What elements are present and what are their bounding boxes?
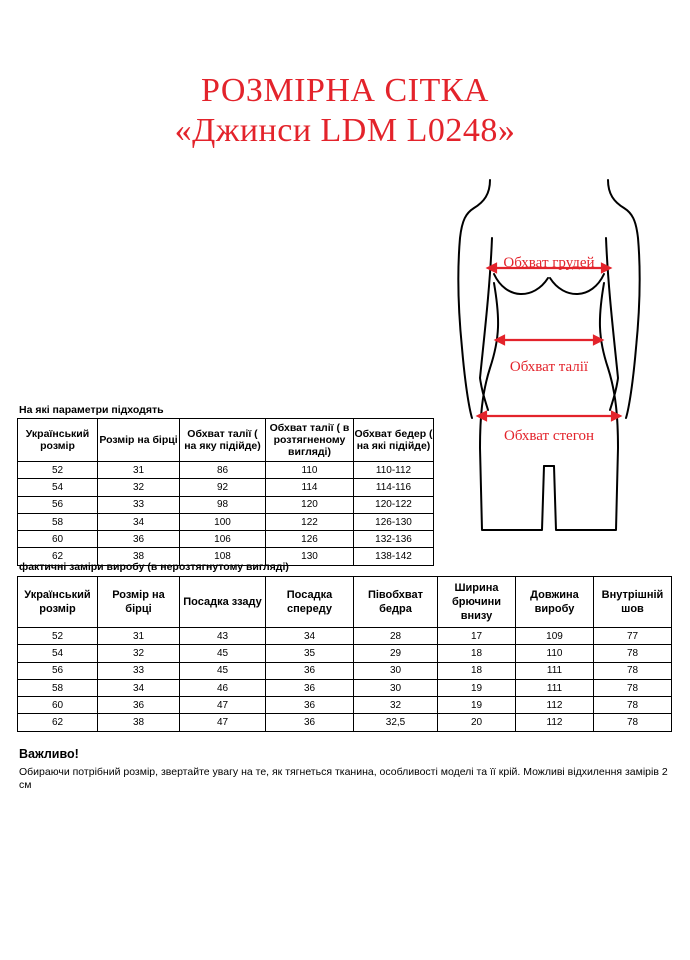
table-cell: 34 [98, 513, 180, 530]
table-cell: 34 [266, 628, 354, 645]
table-cell: 112 [516, 697, 594, 714]
table-cell: 100 [180, 513, 266, 530]
table-cell: 35 [266, 645, 354, 662]
table-cell: 78 [594, 662, 672, 679]
important-note: Обираючи потрібний розмір, звертайте увагу на те, як тягнеться тканина, особливості моделі та її крій. Можливі відхилення замірів 2 см [19, 766, 668, 791]
table-cell: 60 [18, 697, 98, 714]
table-cell: 32 [354, 697, 438, 714]
table-cell: 18 [438, 662, 516, 679]
table-cell: 19 [438, 679, 516, 696]
table-cell: 36 [98, 697, 180, 714]
table-row [18, 462, 434, 479]
table1-header: Розмір на бірці [98, 419, 180, 462]
table-cell: 43 [180, 628, 266, 645]
table-cell: 110 [266, 462, 354, 479]
table-cell: 62 [18, 548, 98, 565]
page-title: РОЗМІРНА СІТКА [201, 72, 489, 109]
table-cell: 92 [180, 479, 266, 496]
table-cell: 36 [266, 662, 354, 679]
table-cell: 54 [18, 479, 98, 496]
table-cell: 30 [354, 662, 438, 679]
table1-header: Обхват бедер ( на які підійде) [354, 419, 434, 462]
table-cell: 132-136 [354, 531, 434, 548]
garment-measurements-table [17, 576, 672, 732]
table-row [18, 628, 672, 645]
table-cell: 18 [438, 645, 516, 662]
table-cell: 17 [438, 628, 516, 645]
table-cell: 54 [18, 645, 98, 662]
table-cell: 120-122 [354, 496, 434, 513]
table1-caption: На які параметри підходять [19, 404, 164, 416]
table-cell: 62 [18, 714, 98, 731]
table-cell: 32,5 [354, 714, 438, 731]
table-cell: 77 [594, 628, 672, 645]
table-row [18, 697, 672, 714]
table-row [18, 513, 434, 530]
table-cell: 20 [438, 714, 516, 731]
chest-label: Обхват грудей [503, 255, 595, 271]
table-cell: 78 [594, 679, 672, 696]
table-cell: 110 [516, 645, 594, 662]
table-cell: 58 [18, 513, 98, 530]
table-row [18, 645, 672, 662]
table-cell: 111 [516, 679, 594, 696]
table-cell: 78 [594, 714, 672, 731]
table2-header: Довжина виробу [516, 577, 594, 628]
table-cell: 47 [180, 697, 266, 714]
table-cell: 46 [180, 679, 266, 696]
table-cell: 120 [266, 496, 354, 513]
table2-header: Ширина брючини внизу [438, 577, 516, 628]
table2-caption: фактичні заміри виробу (в нерозтягнутому вигляді) [19, 561, 289, 573]
table-cell: 114-116 [354, 479, 434, 496]
table-cell: 60 [18, 531, 98, 548]
table-cell: 110-112 [354, 462, 434, 479]
hips-label: Обхват стегон [503, 428, 595, 444]
table1-header: Обхват талії ( на яку підійде) [180, 419, 266, 462]
table2-header: Посадка спереду [266, 577, 354, 628]
table-cell: 112 [516, 714, 594, 731]
table-cell: 30 [354, 679, 438, 696]
table-cell: 29 [354, 645, 438, 662]
table-cell: 86 [180, 462, 266, 479]
table1-header: Обхват талії ( в розтягненому вигляді) [266, 419, 354, 462]
table-cell: 31 [98, 628, 180, 645]
fit-parameters-table [17, 418, 434, 566]
table-cell: 32 [98, 645, 180, 662]
table-cell: 36 [266, 679, 354, 696]
table2-header: Півобхват бедра [354, 577, 438, 628]
important-heading: Важливо! [19, 747, 79, 761]
table-cell: 122 [266, 513, 354, 530]
table-cell: 31 [98, 462, 180, 479]
body-silhouette-figure [454, 178, 644, 533]
table1-header: Український розмір [18, 419, 98, 462]
table2-header: Посадка ззаду [180, 577, 266, 628]
table-cell: 52 [18, 462, 98, 479]
table-row [18, 496, 434, 513]
table-row [18, 662, 672, 679]
table-cell: 45 [180, 662, 266, 679]
table-cell: 130 [266, 548, 354, 565]
table-cell: 78 [594, 645, 672, 662]
table-cell: 34 [98, 679, 180, 696]
table-cell: 58 [18, 679, 98, 696]
table-cell: 19 [438, 697, 516, 714]
table2-header: Внутрішній шов [594, 577, 672, 628]
table-cell: 126 [266, 531, 354, 548]
table2-header: Український розмір [18, 577, 98, 628]
table-row [18, 714, 672, 731]
table-cell: 106 [180, 531, 266, 548]
table-cell: 98 [180, 496, 266, 513]
table-row [18, 479, 434, 496]
table-cell: 45 [180, 645, 266, 662]
table-cell: 33 [98, 662, 180, 679]
waist-label: Обхват талії [509, 359, 589, 375]
table-cell: 56 [18, 662, 98, 679]
table-cell: 47 [180, 714, 266, 731]
table-row [18, 531, 434, 548]
page-subtitle: «Джинси LDM L0248» [174, 112, 516, 149]
table-cell: 28 [354, 628, 438, 645]
table-cell: 52 [18, 628, 98, 645]
table-cell: 126-130 [354, 513, 434, 530]
table-cell: 36 [266, 697, 354, 714]
table-cell: 78 [594, 697, 672, 714]
table2-header: Розмір на бірці [98, 577, 180, 628]
table-cell: 32 [98, 479, 180, 496]
table-cell: 38 [98, 548, 180, 565]
table-cell: 33 [98, 496, 180, 513]
table-cell: 109 [516, 628, 594, 645]
table-cell: 111 [516, 662, 594, 679]
table-row [18, 679, 672, 696]
table-cell: 36 [266, 714, 354, 731]
table-cell: 114 [266, 479, 354, 496]
table-cell: 138-142 [354, 548, 434, 565]
table-cell: 38 [98, 714, 180, 731]
table-cell: 56 [18, 496, 98, 513]
table-cell: 108 [180, 548, 266, 565]
table-cell: 36 [98, 531, 180, 548]
